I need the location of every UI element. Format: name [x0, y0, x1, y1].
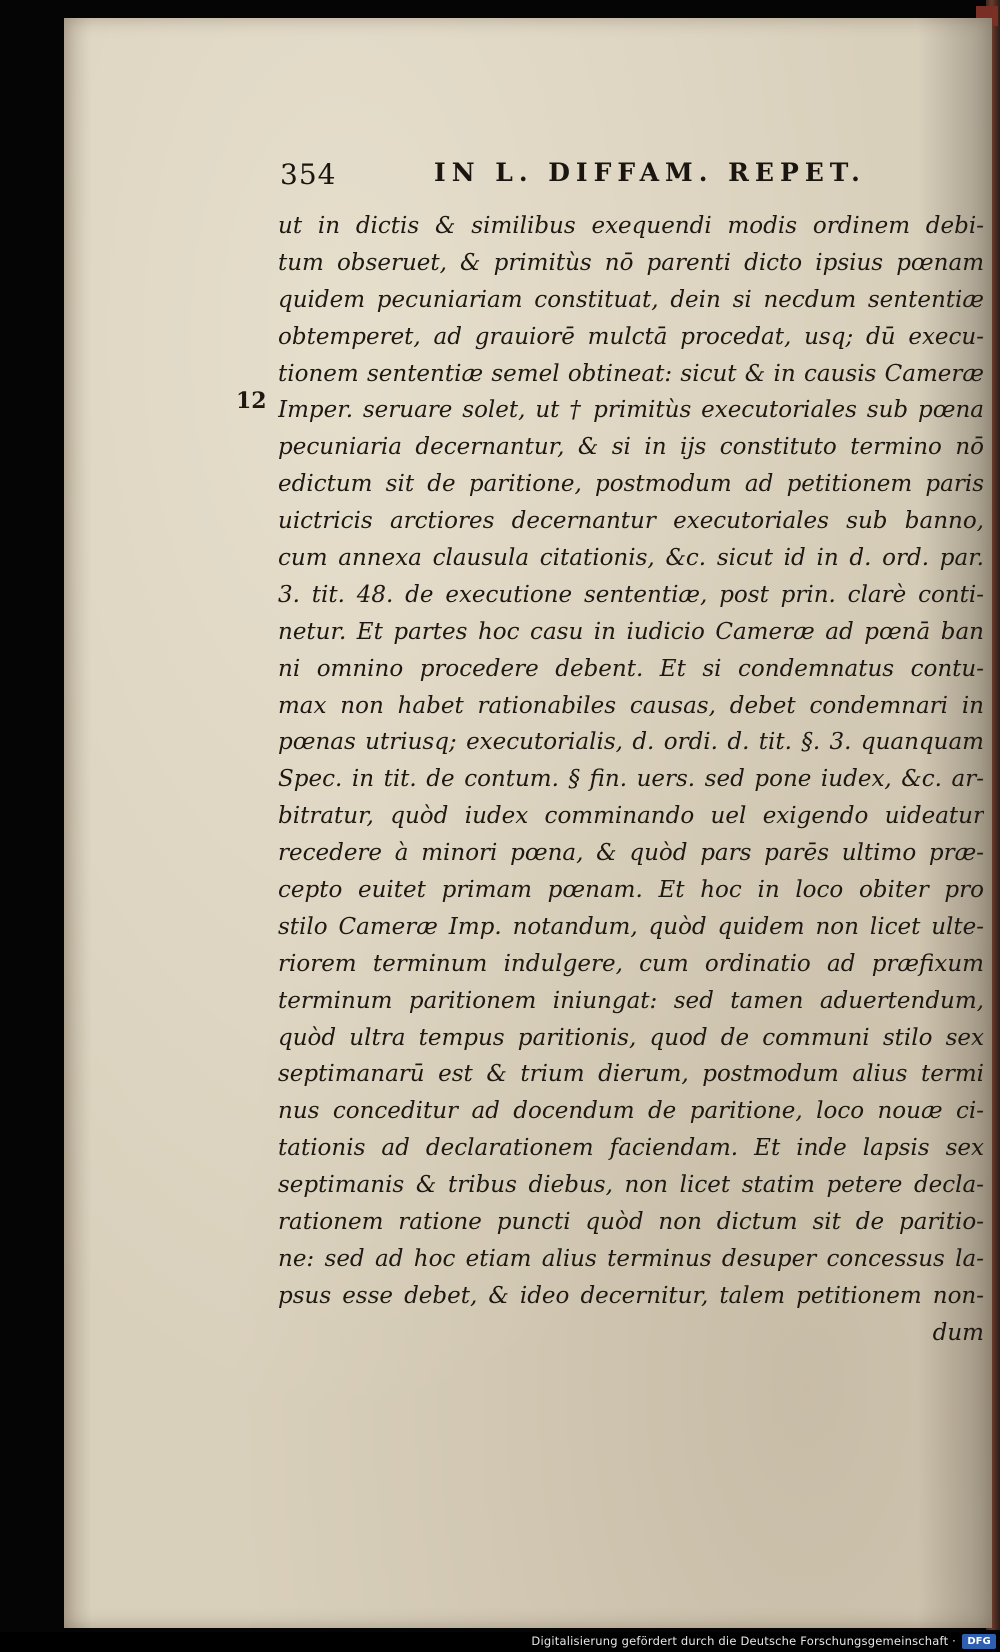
text-line: pœnas utriusq; executorialis, d. ordi. d. tit. §. 3. quanquam [278, 729, 984, 756]
text-line: septimanis & tribus diebus, non licet statim petere decla- [278, 1172, 984, 1199]
text-line: bitratur, quòd iudex comminando uel exigendo uideatur [278, 803, 984, 830]
text-line: netur. Et partes hoc casu in iudicio Cameræ ad pœnā ban [278, 618, 984, 645]
footer-credit: Digitalisierung gefördert durch die Deutsche Forschungsgemeinschaft · [531, 1634, 956, 1648]
text-line: terminum paritionem iniungat: sed tamen aduertendum, [278, 987, 984, 1014]
text-line: psus esse debet, & ideo decernitur, talem petitionem non- [278, 1282, 984, 1309]
text-line: Spec. in tit. de contum. § fin. uers. sed pone iudex, &c. ar- [278, 766, 984, 793]
text-line: obtemperet, ad grauiorē mulctā procedat, usq; dū execu- [278, 323, 984, 350]
text-line: tum obseruet, & primitùs nō parenti dicto ipsius pœnam [278, 249, 984, 276]
text-line: rationem ratione puncti quòd non dictum sit de paritio- [278, 1209, 984, 1236]
text-line: nus conceditur ad docendum de paritione, loco nouæ ci- [278, 1098, 984, 1125]
text-line: edictum sit de paritione, postmodum ad petitionem paris [278, 471, 984, 498]
text-line: cum annexa clausula citationis, &c. sicut id in d. ord. par. [278, 545, 984, 572]
running-head [64, 158, 992, 198]
text-line: pecuniaria decernantur, & si in ijs constituto termino nō [278, 434, 984, 461]
dfg-logo-icon: DFG [962, 1634, 996, 1649]
text-line: septimanarū est & trium dierum, postmodum alius termi [278, 1061, 984, 1088]
text-line: tionem sententiæ semel obtineat: sicut & in causis Cameræ [278, 360, 984, 387]
text-line: stilo Cameræ Imp. notandum, quòd quidem non licet ulte- [278, 913, 984, 940]
book-page [64, 18, 992, 1628]
text-line: uictricis arctiores decernantur executoriales sub banno, [278, 508, 984, 535]
text-line: quidem pecuniariam constituat, dein si necdum sententiæ [278, 286, 984, 313]
text-line: tationis ad declarationem faciendam. Et inde lapsis sex [278, 1135, 984, 1162]
text-line: ut in dictis & similibus exequendi modis ordinem debi- [278, 213, 984, 239]
text-line: ni omnino procedere debent. Et si condemnatus contu- [278, 655, 984, 682]
footer-bar [0, 1632, 1000, 1652]
text-block [278, 208, 984, 1352]
text-line: 3. tit. 48. de executione sententiæ, post prin. clarè conti- [278, 581, 984, 608]
text-line: riorem terminum indulgere, cum ordinatio ad præfixum [278, 950, 984, 977]
text-line: Imper. seruare solet, ut † primitùs executoriales sub pœna [278, 397, 984, 424]
page-number: 354 [280, 158, 337, 191]
text-line: cepto euitet primam pœnam. Et hoc in loco obiter pro [278, 877, 984, 904]
text-line: max non habet rationabiles causas, debet condemnari in [278, 692, 984, 719]
text-line: recedere à minori pœna, & quòd pars parēs ultimo præ- [278, 840, 984, 867]
text-line: dum [932, 1319, 984, 1346]
text-line: ne: sed ad hoc etiam alius terminus desuper concessus la- [278, 1245, 984, 1272]
running-title: IN L. DIFFAM. REPET. [434, 158, 866, 187]
marginal-note: 12 [236, 388, 267, 414]
text-line: quòd ultra tempus paritionis, quod de communi stilo sex [278, 1024, 984, 1051]
